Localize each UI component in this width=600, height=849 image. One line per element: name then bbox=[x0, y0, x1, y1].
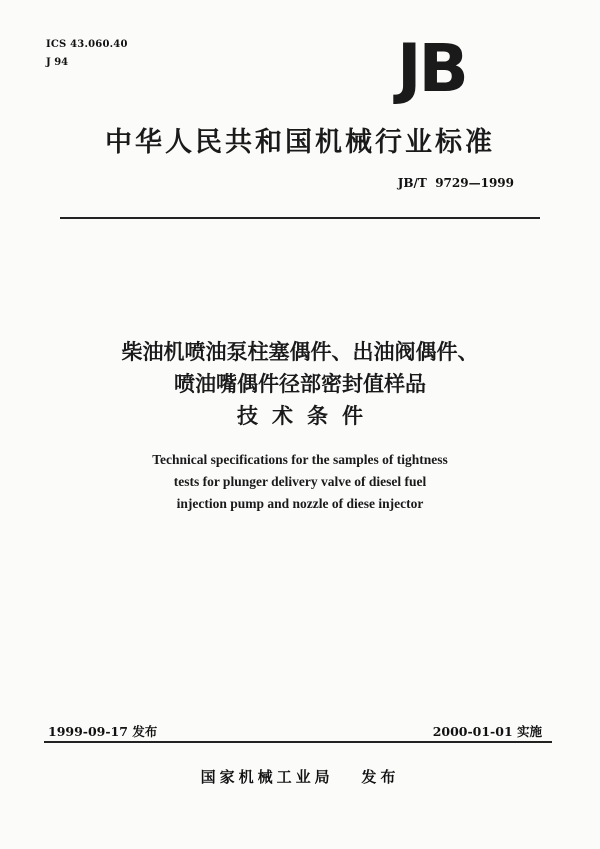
header-divider bbox=[60, 217, 540, 219]
jb-logo: JB bbox=[397, 30, 466, 107]
chinese-title-line-1: 柴油机喷油泵柱塞偶件、出油阀偶件、 bbox=[121, 340, 479, 364]
english-title-line-1: Technical specifications for the samples of tightness bbox=[152, 452, 448, 467]
issue-date: 1999-09-17 发布 bbox=[48, 724, 158, 739]
english-title-line-2: tests for plunger delivery valve of diesel fuel bbox=[173, 474, 427, 489]
standard-organization-title: 中华人民共和国机械行业标准 bbox=[105, 127, 495, 158]
english-title-line-3: injection pump and nozzle of diese injector bbox=[176, 496, 424, 511]
footer-divider bbox=[44, 741, 552, 743]
standard-number: JB/T 9729—1999 bbox=[397, 176, 514, 190]
issuing-authority: 国家机械工业局 发布 bbox=[200, 768, 400, 786]
implementation-date: 2000-01-01 实施 bbox=[432, 724, 542, 739]
chinese-title-line-2: 喷油嘴偶件径部密封值样品 bbox=[174, 372, 426, 396]
ccs-code: J 94 bbox=[46, 57, 69, 68]
ics-code: ICS 43.060.40 bbox=[46, 39, 128, 50]
chinese-title-line-3: 技术条件 bbox=[237, 404, 377, 428]
